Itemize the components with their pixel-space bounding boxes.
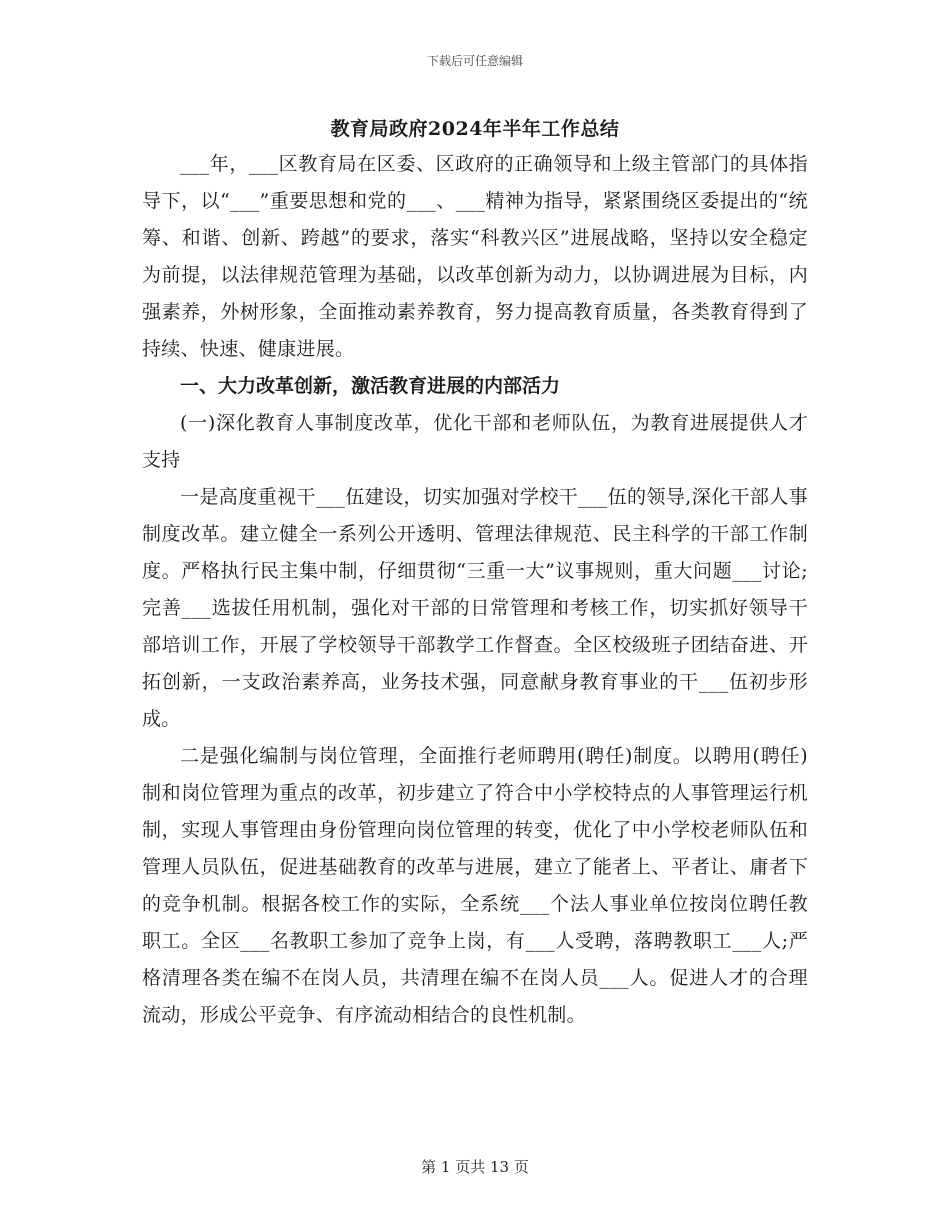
page-number: 第 1 页共 13 页 [421,1158,529,1176]
document-body [142,146,808,1034]
section-heading: 一、大力改革创新，激活教育进展的内部活力 [180,375,561,397]
subsection-heading: (一)深化教育人事制度改革，优化干部和老师队伍，为教育进展提供人才支持 [142,412,808,471]
body-paragraph: 一是高度重视干___伍建设，切实加强对学校干___伍的领导,深化干部人事制度改革。建立健全一系列公开透明、管理法律规范、民主科学的干部工作制度。严格执行民主集中制，仔细贯彻“三重一大”议事规则，重大问题___讨论;完善___选拔任用机制，强化对干部的日常管理和考核工作，切实抓好领导干部培训工作，开展了学校领导干部教学工作督查。全区校级班子团结奋进、开拓创新，一支政治素养高，业务技术强，同意献身教育事业的干___伍初步形成。 [142,486,808,730]
intro-paragraph: ___年，___区教育局在区委、区政府的正确领导和上级主管部门的具体指导下，以“___”重要思想和党的___、___精神为指导，紧紧围绕区委提出的“统筹、和谐、创新、跨越”的要求，落实“科教兴区”进展战略，坚持以安全稳定为前提，以法律规范管理为基础，以改革创新为动力，以协调进展为目标，内强素养，外树形象，全面推动素养教育，努力提高教育质量，各类教育得到了持续、快速、健康进展。 [142,153,808,360]
document-title: 教育局政府2024年半年工作总结 [330,118,620,140]
body-paragraph: 二是强化编制与岗位管理，全面推行老师聘用(聘任)制度。以聘用(聘任)制和岗位管理为重点的改革，初步建立了符合中小学校特点的人事管理运行机制，实现人事管理由身份管理向岗位管理的转变，优化了中小学校老师队伍和管理人员队伍，促进基础教育的改革与进展，建立了能者上、平者让、庸者下的竞争机制。根据各校工作的实际，全系统___个法人事业单位按岗位聘任教职工。全区___名教职工参加了竞争上岗，有___人受聘，落聘教职工___人;严格清理各类在编不在岗人员，共清理在编不在岗人员___人。促进人才的合理流动，形成公平竞争、有序流动相结合的良性机制。 [142,745,808,1026]
page-header-note: 下载后可任意编辑 [426,54,523,68]
